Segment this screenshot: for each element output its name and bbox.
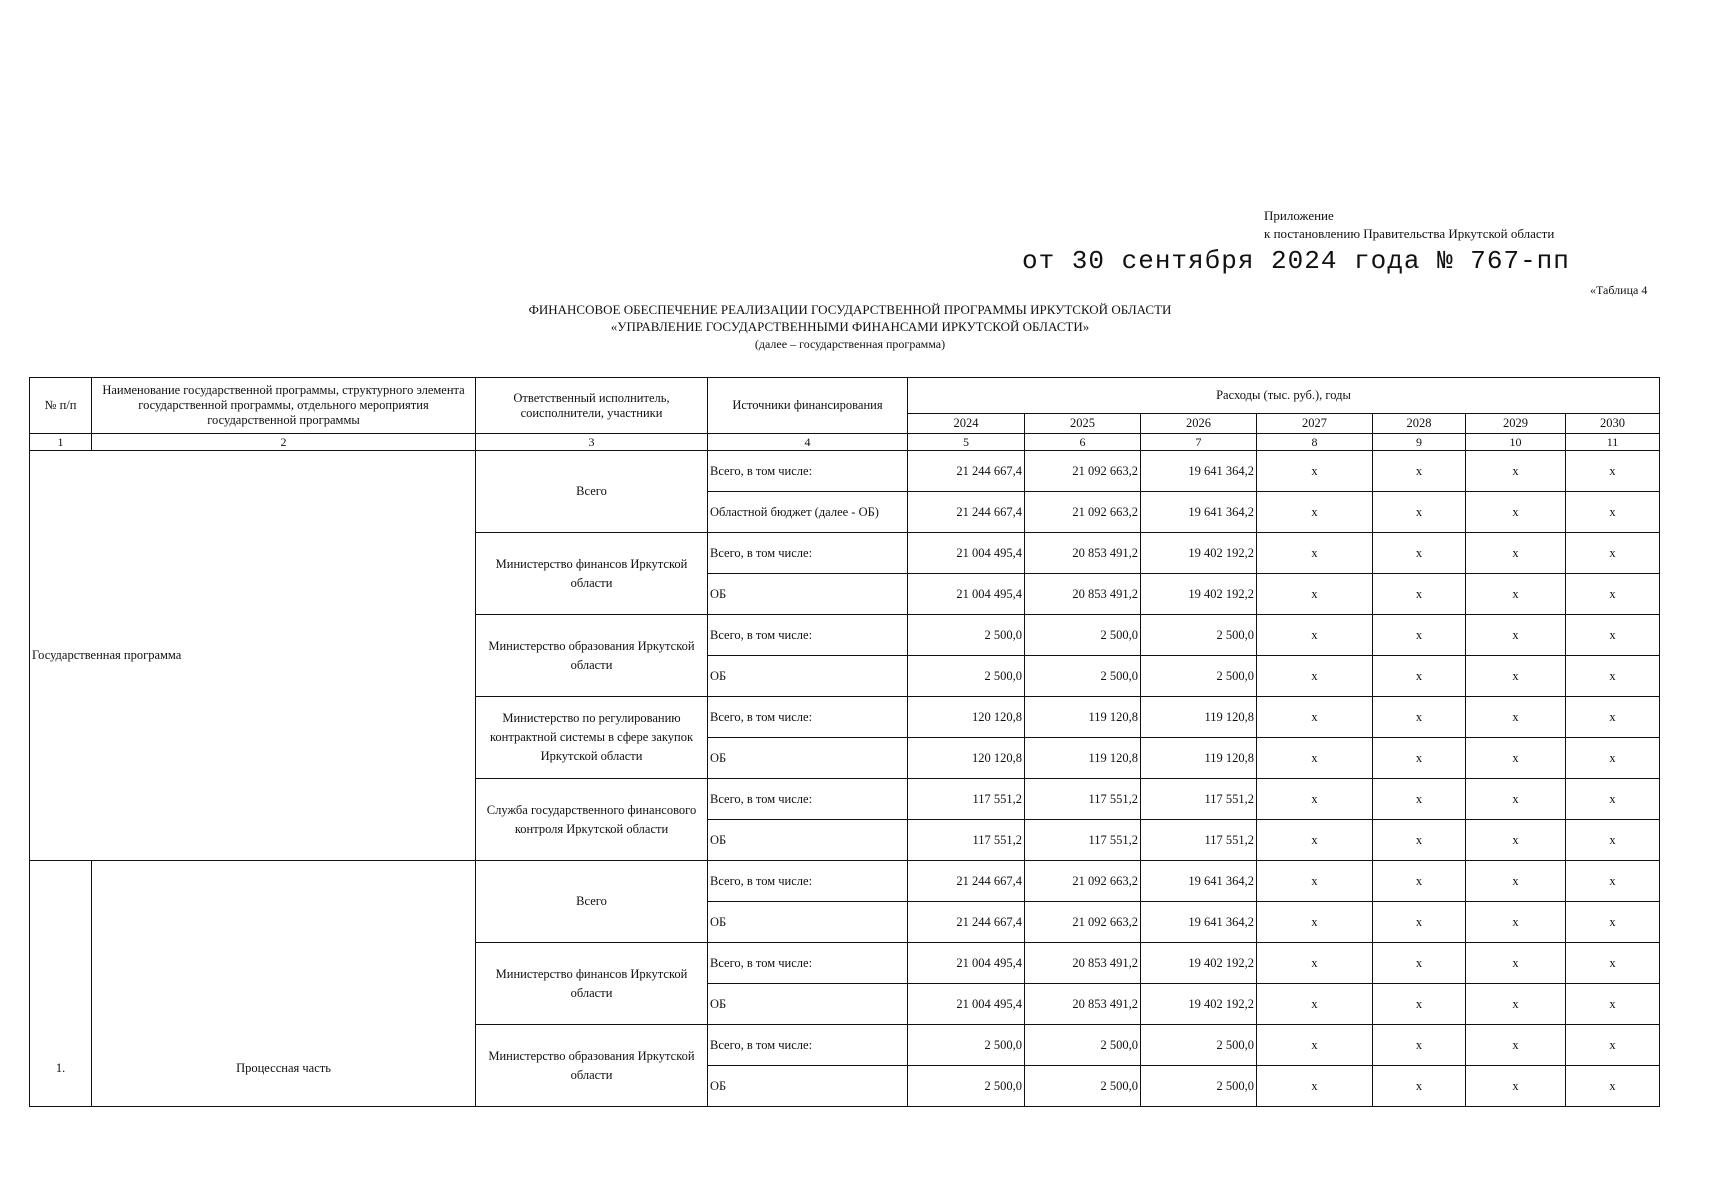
header-year: 2026 bbox=[1141, 414, 1257, 434]
expense-value: 2 500,0 bbox=[908, 656, 1025, 697]
header-year: 2027 bbox=[1257, 414, 1373, 434]
expense-placeholder: х bbox=[1466, 820, 1566, 861]
expense-placeholder: х bbox=[1257, 1025, 1373, 1066]
expense-placeholder: х bbox=[1257, 984, 1373, 1025]
expense-value: 21 244 667,4 bbox=[908, 861, 1025, 902]
funding-source: ОБ bbox=[708, 656, 908, 697]
expense-placeholder: х bbox=[1466, 492, 1566, 533]
column-number: 7 bbox=[1141, 434, 1257, 451]
column-number-row bbox=[30, 434, 1660, 451]
expense-placeholder: х bbox=[1373, 1025, 1466, 1066]
executor-name: Служба государственного финансового контроля Иркутской области bbox=[476, 779, 708, 861]
expense-placeholder: х bbox=[1466, 697, 1566, 738]
header-year: 2029 bbox=[1466, 414, 1566, 434]
expense-placeholder: х bbox=[1373, 738, 1466, 779]
expense-value: 2 500,0 bbox=[908, 1066, 1025, 1107]
funding-source: ОБ bbox=[708, 820, 908, 861]
expense-placeholder: х bbox=[1373, 615, 1466, 656]
expense-placeholder: х bbox=[1566, 984, 1660, 1025]
funding-source: ОБ bbox=[708, 1066, 908, 1107]
expense-placeholder: х bbox=[1566, 697, 1660, 738]
funding-source: ОБ bbox=[708, 984, 908, 1025]
executor-name: Министерство финансов Иркутской области bbox=[476, 533, 708, 615]
funding-source: Областной бюджет (далее - ОБ) bbox=[708, 492, 908, 533]
expense-value: 20 853 491,2 bbox=[1025, 533, 1141, 574]
funding-source: ОБ bbox=[708, 738, 908, 779]
column-number: 5 bbox=[908, 434, 1025, 451]
expense-placeholder: х bbox=[1257, 615, 1373, 656]
expense-value: 119 120,8 bbox=[1025, 697, 1141, 738]
expense-value: 120 120,8 bbox=[908, 738, 1025, 779]
expense-value: 19 641 364,2 bbox=[1141, 451, 1257, 492]
expense-placeholder: х bbox=[1566, 779, 1660, 820]
expense-value: 19 641 364,2 bbox=[1141, 492, 1257, 533]
table-reference: «Таблица 4 bbox=[1590, 283, 1648, 297]
expense-placeholder: х bbox=[1566, 1025, 1660, 1066]
column-number: 6 bbox=[1025, 434, 1141, 451]
expense-placeholder: х bbox=[1466, 1066, 1566, 1107]
column-number: 3 bbox=[476, 434, 708, 451]
expense-value: 21 092 663,2 bbox=[1025, 902, 1141, 943]
appendix-header bbox=[1264, 207, 1554, 243]
column-number: 9 bbox=[1373, 434, 1466, 451]
expense-value: 19 641 364,2 bbox=[1141, 902, 1257, 943]
expense-placeholder: х bbox=[1466, 861, 1566, 902]
expense-placeholder: х bbox=[1373, 492, 1466, 533]
executor-name: Министерство образования Иркутской области bbox=[476, 615, 708, 697]
appendix-line-2: к постановлению Правительства Иркутской области bbox=[1264, 226, 1555, 241]
expense-placeholder: х bbox=[1257, 902, 1373, 943]
expense-placeholder: х bbox=[1257, 779, 1373, 820]
column-number: 8 bbox=[1257, 434, 1373, 451]
column-number: 1 bbox=[30, 434, 92, 451]
executor-name: Министерство финансов Иркутской области bbox=[476, 943, 708, 1025]
executor-name: Министерство по регулированию контрактной системы в сфере закупок Иркутской области bbox=[476, 697, 708, 779]
expense-placeholder: х bbox=[1373, 1066, 1466, 1107]
expense-placeholder: х bbox=[1373, 451, 1466, 492]
expense-placeholder: х bbox=[1373, 984, 1466, 1025]
expense-value: 2 500,0 bbox=[1141, 1066, 1257, 1107]
column-number: 11 bbox=[1566, 434, 1660, 451]
expense-value: 21 092 663,2 bbox=[1025, 492, 1141, 533]
expense-value: 2 500,0 bbox=[1141, 615, 1257, 656]
section-number: 1. bbox=[30, 861, 92, 1107]
header-name: Наименование государственной программы, структурного элемента государственной программы, отдельного мероприятия государственной программы bbox=[92, 378, 476, 434]
document-title-line-2: «УПРАВЛЕНИЕ ГОСУДАРСТВЕННЫМИ ФИНАНСАМИ ИРКУТСКОЙ ОБЛАСТИ» bbox=[610, 319, 1090, 334]
expense-value: 117 551,2 bbox=[908, 820, 1025, 861]
expense-value: 19 641 364,2 bbox=[1141, 861, 1257, 902]
expense-placeholder: х bbox=[1257, 943, 1373, 984]
expense-value: 117 551,2 bbox=[1025, 820, 1141, 861]
document-title-line-3: (далее – государственная программа) bbox=[754, 337, 946, 351]
financing-table bbox=[29, 377, 1660, 1107]
expense-value: 2 500,0 bbox=[1141, 656, 1257, 697]
expense-placeholder: х bbox=[1566, 451, 1660, 492]
funding-source: Всего, в том числе: bbox=[708, 1025, 908, 1066]
expense-placeholder: х bbox=[1257, 697, 1373, 738]
expense-value: 21 244 667,4 bbox=[908, 902, 1025, 943]
expense-value: 2 500,0 bbox=[908, 615, 1025, 656]
expense-placeholder: х bbox=[1466, 984, 1566, 1025]
expense-placeholder: х bbox=[1466, 574, 1566, 615]
expense-placeholder: х bbox=[1257, 820, 1373, 861]
expense-placeholder: х bbox=[1566, 574, 1660, 615]
expense-placeholder: х bbox=[1566, 738, 1660, 779]
appendix-line-1: Приложение bbox=[1264, 208, 1334, 223]
expense-value: 21 004 495,4 bbox=[908, 984, 1025, 1025]
expense-placeholder: х bbox=[1373, 533, 1466, 574]
expense-placeholder: х bbox=[1466, 943, 1566, 984]
expense-placeholder: х bbox=[1466, 451, 1566, 492]
expense-value: 119 120,8 bbox=[1025, 738, 1141, 779]
funding-source: Всего, в том числе: bbox=[708, 943, 908, 984]
expense-value: 20 853 491,2 bbox=[1025, 943, 1141, 984]
expense-placeholder: х bbox=[1257, 1066, 1373, 1107]
expense-value: 21 004 495,4 bbox=[908, 533, 1025, 574]
expense-placeholder: х bbox=[1466, 902, 1566, 943]
expense-value: 119 120,8 bbox=[1141, 738, 1257, 779]
expense-value: 21 092 663,2 bbox=[1025, 861, 1141, 902]
header-executor: Ответственный исполнитель, соисполнители, участники bbox=[476, 378, 708, 434]
expense-placeholder: х bbox=[1373, 861, 1466, 902]
expense-value: 2 500,0 bbox=[1025, 1066, 1141, 1107]
funding-source: ОБ bbox=[708, 574, 908, 615]
expense-value: 19 402 192,2 bbox=[1141, 574, 1257, 615]
section-name: Государственная программа bbox=[30, 451, 476, 861]
expense-placeholder: х bbox=[1257, 533, 1373, 574]
expense-placeholder: х bbox=[1373, 779, 1466, 820]
header-source: Источники финансирования bbox=[708, 378, 908, 434]
expense-placeholder: х bbox=[1566, 1066, 1660, 1107]
executor-name: Всего bbox=[476, 861, 708, 943]
funding-source: Всего, в том числе: bbox=[708, 615, 908, 656]
expense-value: 117 551,2 bbox=[1141, 779, 1257, 820]
expense-value: 20 853 491,2 bbox=[1025, 574, 1141, 615]
expense-placeholder: х bbox=[1566, 943, 1660, 984]
expense-value: 2 500,0 bbox=[1025, 615, 1141, 656]
expense-placeholder: х bbox=[1566, 902, 1660, 943]
expense-value: 117 551,2 bbox=[1025, 779, 1141, 820]
expense-placeholder: х bbox=[1257, 656, 1373, 697]
header-expenses: Расходы (тыс. руб.), годы bbox=[908, 378, 1660, 414]
expense-placeholder: х bbox=[1257, 451, 1373, 492]
expense-placeholder: х bbox=[1566, 656, 1660, 697]
expense-value: 2 500,0 bbox=[908, 1025, 1025, 1066]
executor-name: Министерство образования Иркутской области bbox=[476, 1025, 708, 1107]
expense-placeholder: х bbox=[1257, 738, 1373, 779]
funding-source: Всего, в том числе: bbox=[708, 697, 908, 738]
table-row bbox=[30, 451, 1660, 492]
header-year: 2030 bbox=[1566, 414, 1660, 434]
expense-placeholder: х bbox=[1566, 861, 1660, 902]
expense-placeholder: х bbox=[1566, 533, 1660, 574]
document-title-line-1: ФИНАНСОВОЕ ОБЕСПЕЧЕНИЕ РЕАЛИЗАЦИИ ГОСУДАРСТВЕННОЙ ПРОГРАММЫ ИРКУТСКОЙ ОБЛАСТИ bbox=[528, 302, 1172, 317]
expense-placeholder: х bbox=[1566, 820, 1660, 861]
expense-value: 21 244 667,4 bbox=[908, 451, 1025, 492]
expense-value: 20 853 491,2 bbox=[1025, 984, 1141, 1025]
header-year: 2024 bbox=[908, 414, 1025, 434]
funding-source: ОБ bbox=[708, 902, 908, 943]
expense-value: 21 092 663,2 bbox=[1025, 451, 1141, 492]
expense-placeholder: х bbox=[1373, 943, 1466, 984]
header-num: № п/п bbox=[30, 378, 92, 434]
expense-placeholder: х bbox=[1373, 820, 1466, 861]
expense-placeholder: х bbox=[1566, 492, 1660, 533]
expense-placeholder: х bbox=[1466, 656, 1566, 697]
expense-value: 21 004 495,4 bbox=[908, 574, 1025, 615]
expense-placeholder: х bbox=[1373, 656, 1466, 697]
funding-source: Всего, в том числе: bbox=[708, 779, 908, 820]
executor-name: Всего bbox=[476, 451, 708, 533]
expense-value: 117 551,2 bbox=[908, 779, 1025, 820]
decree-stamp: от 30 сентября 2024 года № 767-пп bbox=[1022, 246, 1570, 276]
funding-source: Всего, в том числе: bbox=[708, 533, 908, 574]
expense-placeholder: х bbox=[1257, 574, 1373, 615]
column-number: 4 bbox=[708, 434, 908, 451]
expense-value: 19 402 192,2 bbox=[1141, 533, 1257, 574]
expense-placeholder: х bbox=[1373, 902, 1466, 943]
expense-placeholder: х bbox=[1466, 533, 1566, 574]
header-year: 2025 bbox=[1025, 414, 1141, 434]
column-number: 10 bbox=[1466, 434, 1566, 451]
expense-placeholder: х bbox=[1373, 697, 1466, 738]
expense-value: 21 004 495,4 bbox=[908, 943, 1025, 984]
expense-value: 2 500,0 bbox=[1141, 1025, 1257, 1066]
section-name: Процессная часть bbox=[92, 861, 476, 1107]
expense-placeholder: х bbox=[1373, 574, 1466, 615]
funding-source: Всего, в том числе: bbox=[708, 451, 908, 492]
expense-placeholder: х bbox=[1257, 861, 1373, 902]
expense-placeholder: х bbox=[1466, 615, 1566, 656]
expense-placeholder: х bbox=[1257, 492, 1373, 533]
header-year: 2028 bbox=[1373, 414, 1466, 434]
column-number: 2 bbox=[92, 434, 476, 451]
funding-source: Всего, в том числе: bbox=[708, 861, 908, 902]
expense-value: 2 500,0 bbox=[1025, 656, 1141, 697]
table-row bbox=[30, 861, 1660, 902]
expense-value: 19 402 192,2 bbox=[1141, 984, 1257, 1025]
expense-value: 117 551,2 bbox=[1141, 820, 1257, 861]
expense-value: 21 244 667,4 bbox=[908, 492, 1025, 533]
expense-value: 2 500,0 bbox=[1025, 1025, 1141, 1066]
expense-placeholder: х bbox=[1566, 615, 1660, 656]
expense-placeholder: х bbox=[1466, 779, 1566, 820]
expense-placeholder: х bbox=[1466, 1025, 1566, 1066]
expense-value: 120 120,8 bbox=[908, 697, 1025, 738]
expense-placeholder: х bbox=[1466, 738, 1566, 779]
expense-value: 19 402 192,2 bbox=[1141, 943, 1257, 984]
expense-value: 119 120,8 bbox=[1141, 697, 1257, 738]
